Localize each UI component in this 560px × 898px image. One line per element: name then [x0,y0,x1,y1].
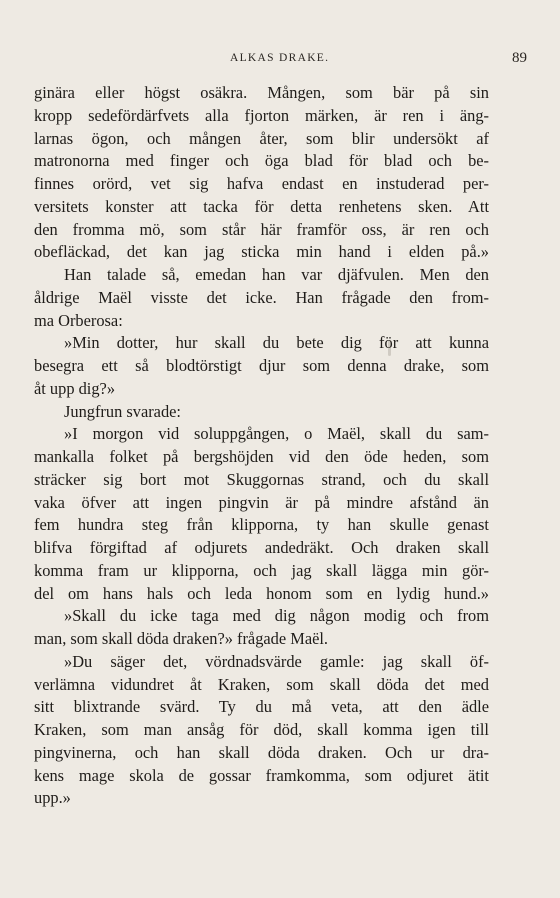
text-line: kens mage skola de gossar framkomma, som odjuret ätit [34,765,489,785]
text-line: den fromma mö, som står här framför oss, är ren och [34,219,489,239]
text-line: sitt blixtrande svärd. Ty du må veta, att den ädle [34,697,489,717]
text-line: mankalla folket på bergshöjden vid den öde heden, som [34,447,489,466]
text-line: kropp sedefördärfvets alla fjorton märken, är ren i äng- [34,105,489,125]
body-text [34,82,489,810]
text-line: ma Orberosa: [34,310,123,330]
text-line: Han talade så, emedan han var djäfvulen. Men den [64,265,489,284]
text-line: sträcker sig bort mot Skuggornas strand, och du skall [34,469,489,489]
paper-mark [388,340,391,356]
text-line: »I morgon vid soluppgången, o Maël, skall du sam- [64,424,489,444]
text-line: åt upp dig?» [34,378,116,398]
text-line: upp.» [34,788,71,808]
text-line: blifva förgiftad af odjurets andedräkt. Och draken skall [34,538,489,557]
text-line: larnas ögon, och mången åter, som blir undersökt af [34,128,489,148]
text-line: pingvinerna, och han skall döda draken. Och ur dra- [34,742,489,762]
text-line: besegra ett så blodtörstigt djur som denna drake, som [34,356,489,375]
text-line: komma fram ur klipporna, och jag skall lägga min gör- [34,560,489,580]
page-number: 89 [512,50,527,66]
text-line: del om hans hals och leda honom som en lydig hund.» [34,583,489,603]
text-line: vaka öfver att ingen pingvin är på mindre afstånd än [34,492,489,512]
text-line: Jungfrun svarade: [64,401,181,421]
text-line: »Skall du icke taga med dig någon modig och from [64,606,489,626]
text-line: man, som skall döda draken?» frågade Maël. [34,629,329,648]
text-line: versitets konster att tacka för detta renhetens sken. Att [34,196,489,216]
text-line: finnes orörd, vet sig hafva endast en instuderad per- [34,174,489,193]
running-head [0,50,560,74]
text-line: ginära eller högst osäkra. Mången, som bär på sin [34,83,489,102]
text-line: »Du säger det, vördnadsvärde gamle: jag skall öf- [64,651,489,671]
text-line: Kraken, som man ansåg för död, skall komma igen till [34,720,489,739]
text-line: matronorna med finger och öga blad för blad och be- [34,151,489,171]
text-line: »Min dotter, hur skall du bete dig för att kunna [64,333,489,353]
text-line: verlämna vidundret åt Kraken, som skall döda det med [34,674,489,694]
text-line: åldrige Maël visste det icke. Han frågade den from- [34,287,489,307]
text-line: obefläckad, det kan jag sticka min hand i elden på.» [34,242,489,262]
text-line: fem hundra steg från klipporna, ty han skulle genast [34,515,489,535]
running-title: ALKAS DRAKE. [230,52,330,64]
